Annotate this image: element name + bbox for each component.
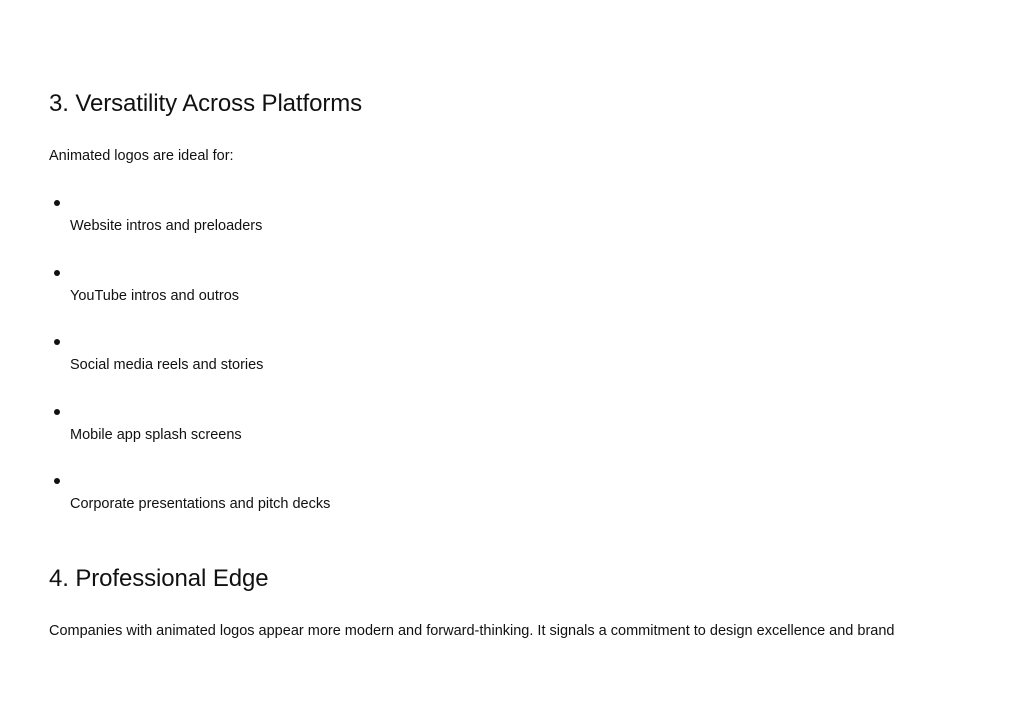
bullet-icon [54, 478, 60, 484]
section-body-professional-edge: Companies with animated logos appear more modern and forward-thinking. It signals a commitment to design excellence and brand [49, 623, 895, 639]
list-item-text: Website intros and preloaders [70, 218, 263, 234]
bullet-icon [54, 409, 60, 415]
section-heading-versatility: 3. Versatility Across Platforms [49, 90, 363, 117]
section-heading-professional-edge: 4. Professional Edge [49, 565, 269, 592]
bullet-icon [54, 339, 60, 345]
list-item-text: Corporate presentations and pitch decks [70, 496, 331, 512]
list-item-text: Social media reels and stories [70, 357, 264, 373]
list-item-text: Mobile app splash screens [70, 426, 242, 443]
list-item-text: YouTube intros and outros [70, 287, 240, 304]
bullet-icon [54, 200, 60, 206]
section-intro-versatility: Animated logos are ideal for: [49, 148, 234, 164]
bullet-icon [54, 270, 60, 276]
